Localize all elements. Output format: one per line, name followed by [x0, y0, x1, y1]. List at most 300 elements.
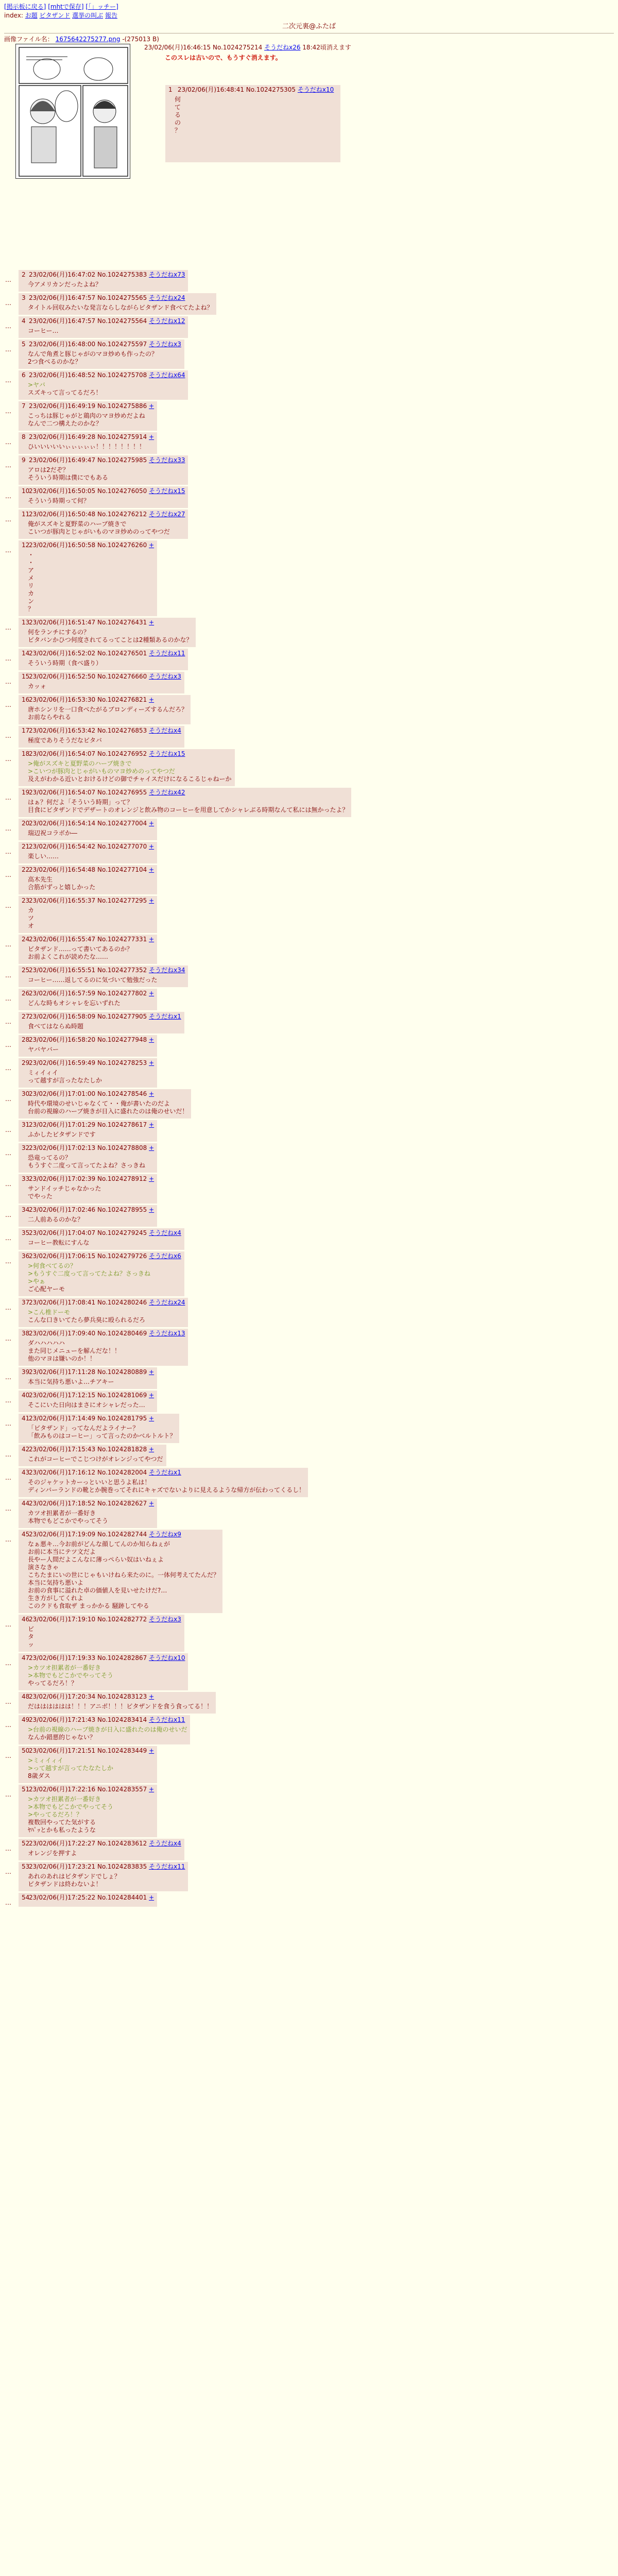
reply-box: [19, 935, 157, 964]
reply-number[interactable]: No.1024275886: [97, 402, 147, 410]
reply-sodane-button[interactable]: そうだねx3: [149, 673, 181, 681]
post-gutter: …: [5, 825, 11, 833]
reply-number[interactable]: No.1024283449: [97, 1747, 147, 1755]
reply-box: [19, 865, 157, 894]
reply-box: [19, 1367, 157, 1389]
reply-number[interactable]: No.1024278617: [97, 1121, 147, 1129]
reply-sodane-button[interactable]: +: [149, 402, 154, 410]
reply-number[interactable]: No.1024283123: [97, 1693, 147, 1701]
reply-header: [22, 1616, 181, 1623]
reply-box: [19, 340, 184, 369]
reply-index: 37: [22, 1299, 30, 1307]
op-number[interactable]: No.1024275214: [212, 44, 263, 52]
post-gutter: …: [5, 1659, 11, 1667]
reply-number[interactable]: No.1024276955: [97, 789, 147, 796]
reply-number[interactable]: No.1024275985: [97, 456, 147, 464]
reply-number[interactable]: No.1024281828: [97, 1446, 147, 1453]
reply-number[interactable]: No.1024277104: [97, 866, 147, 874]
reply-index: 43: [22, 1469, 30, 1477]
post-gutter: …: [5, 1397, 11, 1404]
reply-post: [4, 1205, 614, 1227]
reply-index: 9: [22, 456, 26, 464]
reply-number[interactable]: No.1024279726: [97, 1252, 147, 1260]
reply-sodane-button[interactable]: そうだねx4: [149, 1229, 181, 1237]
reply-sodane-button[interactable]: そうだねx9: [149, 1531, 181, 1538]
top-nav: [4, 3, 614, 11]
reply-sodane-button[interactable]: +: [149, 1175, 154, 1183]
reply-post: [4, 819, 614, 840]
reply-sodane-button[interactable]: +: [149, 1121, 154, 1129]
reply-number[interactable]: No.1024275914: [97, 433, 147, 441]
reply-number[interactable]: No.1024283414: [97, 1716, 147, 1724]
reply-header: [22, 1840, 181, 1848]
reply-sodane-button[interactable]: +: [149, 1206, 154, 1214]
reply-sodane-button[interactable]: そうだねx11: [149, 650, 185, 657]
reply-line: 今アメリカンだったよね？: [28, 281, 102, 289]
reply-sodane-button[interactable]: +: [149, 990, 154, 997]
reply-sodane-button[interactable]: +: [149, 433, 154, 441]
reply-line: そういう時期（食べ盛り）: [28, 659, 102, 667]
reply-box: [19, 695, 191, 724]
reply-sodane-button[interactable]: +: [149, 1059, 154, 1067]
reply-post: [4, 455, 614, 485]
reply-date: 23/02/06(月)17:21:51: [29, 1747, 96, 1755]
post-gutter: …: [5, 848, 11, 856]
reply-post: [4, 1499, 614, 1528]
reply-number[interactable]: No.1024277004: [97, 820, 147, 827]
reply-line: もうすぐ二度って言ってたよね？さっきね: [28, 1162, 146, 1170]
post-gutter: …: [5, 346, 11, 353]
reply-index: 8: [22, 433, 26, 441]
reply-date: 23/02/06(月)17:22:16: [29, 1786, 96, 1793]
reply-line: ミィイィイ: [28, 1069, 59, 1077]
reply-sodane-button[interactable]: +: [149, 1786, 154, 1793]
reply-number[interactable]: No.1024277352: [97, 967, 147, 974]
reply-quote-line: >俺がスズキと夏野菜のハーブ焼きで: [28, 760, 132, 768]
op-body: [165, 54, 282, 63]
reply-number[interactable]: No.1024280889: [97, 1368, 147, 1376]
reply-post: [4, 1120, 614, 1142]
reply-date: 23/02/06(月)16:58:09: [29, 1013, 96, 1021]
reply-post: [4, 1445, 614, 1466]
reply-box: [19, 965, 188, 987]
post-gutter: …: [5, 794, 11, 802]
reply-header: [22, 341, 181, 348]
reply-sodane-button[interactable]: そうだねx11: [149, 1863, 185, 1871]
index-link-0[interactable]: お題: [25, 12, 38, 19]
reply-number[interactable]: No.1024276260: [97, 541, 147, 549]
reply-number[interactable]: No.1024279245: [97, 1229, 147, 1237]
reply-box: [19, 270, 188, 292]
reply-index: 18: [22, 750, 30, 758]
post-gutter: …: [5, 1041, 11, 1049]
post-gutter: …: [5, 1149, 11, 1157]
post-gutter: …: [5, 1868, 11, 1876]
reply-sodane-button[interactable]: そうだねx15: [149, 750, 185, 758]
reply-post: [4, 726, 614, 748]
reply-sodane-button[interactable]: そうだねx10: [149, 1654, 185, 1662]
back-link[interactable]: [掲示板に戻る]: [4, 3, 46, 10]
reply-index: 5: [22, 341, 26, 348]
reply-header: [22, 511, 185, 518]
reply-sodane-button[interactable]: そうだねx15: [149, 487, 185, 495]
reply-sodane-button[interactable]: そうだねx13: [149, 1330, 185, 1337]
reply-sodane-button[interactable]: そうだねx64: [149, 371, 185, 379]
reply-header: [22, 1206, 154, 1214]
reply-header: [22, 371, 185, 379]
index-link-1[interactable]: ビタザンド: [39, 12, 71, 19]
op-date: 23/02/06(月)16:46:15: [144, 44, 211, 52]
reply-number[interactable]: No.1024282772: [97, 1616, 147, 1623]
post-gutter: …: [5, 1335, 11, 1343]
reply-line: カツオ担累者が一番好き: [28, 1510, 96, 1517]
reply-number[interactable]: No.1024282004: [97, 1469, 147, 1477]
reply-header: [22, 402, 154, 410]
reply-line: 何: [175, 96, 181, 104]
reply-box: [19, 1653, 188, 1690]
reply-line: 何をランチにするの？: [28, 629, 90, 636]
reply-post: [4, 672, 614, 693]
reply-sodane-button[interactable]: +: [149, 1415, 154, 1422]
reply-number[interactable]: No.1024281795: [97, 1415, 147, 1422]
reply-date: 23/02/06(月)16:50:58: [29, 541, 96, 549]
reply-sodane-button[interactable]: +: [149, 820, 154, 827]
reply-number[interactable]: No.1024280469: [97, 1330, 147, 1337]
reply-sodane-button[interactable]: +: [149, 1894, 154, 1902]
reply-post: [4, 1862, 614, 1891]
reply-post: [4, 1530, 614, 1613]
reply-sodane-button[interactable]: そうだねx24: [149, 294, 185, 302]
reply-sodane-button[interactable]: そうだねx42: [149, 789, 185, 796]
reply-number[interactable]: No.1024280246: [97, 1299, 147, 1307]
reply-1: [165, 85, 340, 162]
post-gutter: …: [5, 1752, 11, 1760]
reply-number[interactable]: No.1024275565: [97, 294, 147, 302]
reply-sodane-button[interactable]: +: [149, 696, 154, 704]
reply-post: [4, 865, 614, 894]
reply-line: こいつが豚肉とじゃがいものマヨ炒めのってやつだ: [28, 528, 170, 536]
reply-line: の: [175, 119, 181, 127]
reply-line: ？: [175, 127, 181, 134]
reply-box: [19, 989, 157, 1010]
reply-header: [22, 1747, 154, 1755]
post-gutter: …: [5, 1018, 11, 1026]
reply-line: どんな時もオシャレを忘いずれた: [28, 999, 121, 1007]
reply-line: 時代や環境のせいじゃなくて・・俺が書いたのだよ: [28, 1100, 170, 1108]
reply-number[interactable]: No.1024283835: [97, 1863, 147, 1871]
reply-list: [4, 270, 614, 1907]
reply-line: 二人前あるのかな？: [28, 1216, 84, 1224]
reply-number[interactable]: No.1024276660: [97, 673, 147, 681]
reply-post: [4, 1653, 614, 1690]
reply-number[interactable]: No.1024278546: [97, 1090, 147, 1098]
reply-sodane-button[interactable]: そうだねx73: [149, 271, 185, 279]
reply-number[interactable]: No.1024276853: [97, 727, 147, 735]
reply-quote-line: >カツオ担累者が一番好き: [28, 1795, 101, 1803]
op-thumbnail-image[interactable]: [15, 44, 130, 179]
reply-date: 23/02/06(月)16:47:57: [29, 317, 96, 325]
reply-header: [22, 456, 185, 464]
reply-line: なんで二つ構えたのかな？: [28, 420, 102, 428]
index-link-2[interactable]: 選挙の叫ぶ: [72, 12, 104, 19]
reply-quote-line: >って越すが言ってたなたしか: [28, 1765, 114, 1772]
reply-number[interactable]: No.1024282627: [97, 1500, 147, 1507]
reply-date: 23/02/06(月)17:02:39: [29, 1175, 96, 1183]
reply-quote-line: >もうすぐ二度って言ってたよね？さっきね: [28, 1270, 151, 1278]
reply-box: [19, 1692, 216, 1714]
reply-line: これがコーヒーでこじつけがオレンジってやつだ: [28, 1455, 163, 1463]
board-title: 二次元裏@ふたば: [282, 23, 336, 30]
reply-post: [4, 965, 614, 987]
reply-post: [4, 432, 614, 454]
reply-box: [19, 1228, 184, 1250]
reply-header: [22, 1693, 213, 1701]
reply-line: そのジャケットカーっといいと思うよ私は！: [28, 1479, 151, 1486]
reply-header: [22, 843, 154, 851]
reply-number[interactable]: No.1024281069: [97, 1392, 147, 1399]
reply-box: [19, 540, 157, 616]
reply-number[interactable]: No.1024278955: [97, 1206, 147, 1214]
reply-number[interactable]: No.1024282867: [97, 1654, 147, 1662]
reply-sodane-button[interactable]: +: [149, 1090, 154, 1098]
reply-sodane-button[interactable]: そうだねx34: [149, 967, 185, 974]
reply-number[interactable]: No.1024275708: [97, 371, 147, 379]
reply-line: 演さなきゃ: [28, 1564, 59, 1571]
reply-sodane-button[interactable]: そうだねx1: [149, 1013, 181, 1021]
reply-post: [4, 270, 614, 292]
reply-sodane-button[interactable]: +: [149, 1392, 154, 1399]
reply-number[interactable]: No.1024277802: [97, 990, 147, 997]
reply-box: [19, 1615, 184, 1652]
reply-header: [22, 1368, 154, 1376]
reply-box: [19, 1012, 184, 1033]
reply-sodane-button[interactable]: +: [149, 1747, 154, 1755]
reply-post: [4, 1468, 614, 1497]
reply-post: [4, 1228, 614, 1250]
reply-date: 23/02/06(月)17:23:21: [29, 1863, 96, 1871]
reply-number[interactable]: No.1024277295: [97, 897, 147, 905]
reply-index: 16: [22, 696, 30, 704]
reply-index: 28: [22, 1036, 30, 1044]
reply-line: カッォ: [28, 683, 46, 690]
reply-sodane-button[interactable]: +: [149, 1500, 154, 1507]
post-gutter: …: [5, 1374, 11, 1381]
reply-sodane-button[interactable]: そうだねx4: [149, 1840, 181, 1848]
reply-number[interactable]: No.1024275383: [97, 271, 147, 279]
reply-header: [22, 487, 185, 495]
reply-number[interactable]: No.1024276212: [97, 511, 147, 518]
reply-date-no[interactable]: 23/02/06(月)16:48:41 No.1024275305: [177, 86, 296, 94]
save-mht-link[interactable]: [mhtで保存]: [48, 3, 84, 10]
post-gutter: …: [5, 972, 11, 979]
post-gutter: …: [5, 462, 11, 469]
reply-line: なぁ悪キ…今お前がどんな顔してんのか知らねぇが: [28, 1540, 170, 1548]
reply-line: サンドイッチじゃなかった: [28, 1185, 101, 1193]
post-gutter: …: [5, 1621, 11, 1629]
reply-sodane-button[interactable]: +: [149, 1368, 154, 1376]
reply-sodane-button[interactable]: そうだねx24: [149, 1299, 185, 1307]
reply-sodane-button[interactable]: そうだねx4: [149, 727, 181, 735]
reply-line: アロは2だぞ？: [28, 466, 69, 474]
reply-sodane-button[interactable]: そうだねx12: [149, 317, 185, 325]
reply-date: 23/02/06(月)16:52:02: [29, 650, 96, 657]
reply-date: 23/02/06(月)17:01:00: [29, 1090, 96, 1098]
reply-number[interactable]: No.1024278253: [97, 1059, 147, 1067]
reply-number[interactable]: No.1024276050: [97, 487, 147, 495]
reply-line: ・: [28, 551, 35, 559]
reply-box: [19, 1035, 157, 1057]
post-gutter: …: [5, 1064, 11, 1072]
reply-header: [22, 1121, 154, 1129]
reply-number[interactable]: No.1024277070: [97, 843, 147, 851]
reply-sodane-button[interactable]: +: [149, 619, 154, 626]
reply-sodane-button[interactable]: +: [149, 936, 154, 943]
reply-number[interactable]: No.1024283612: [97, 1840, 147, 1848]
reply-line: こちたまにいの世にじゃもいけねら来たのに。一体何考えてたんだ？: [28, 1571, 220, 1579]
reply-index: 22: [22, 866, 30, 874]
reply-header: [22, 650, 185, 657]
reply-index: 33: [22, 1175, 30, 1183]
reply-number[interactable]: No.1024277331: [97, 936, 147, 943]
reply-line: 本当に気持ち悪いよ…チアキー: [28, 1378, 114, 1386]
reply-sodane-button[interactable]: そうだねx6: [149, 1252, 181, 1260]
reply-line: こんな口きいてたら夢兵臭に殴られるだろ: [28, 1316, 146, 1324]
reply-sodane-button[interactable]: +: [149, 1446, 154, 1453]
reply-number[interactable]: No.1024277948: [97, 1036, 147, 1044]
reply-sodane-button[interactable]: +: [149, 1144, 154, 1152]
reply-number[interactable]: No.1024276431: [97, 619, 147, 626]
reply-post: [4, 486, 614, 508]
reply-number[interactable]: No.1024278808: [97, 1144, 147, 1152]
reply-line: なんか錯悪的じゃない？: [28, 1734, 96, 1741]
op-expire: 18:42頃消えます: [302, 44, 351, 52]
reply-line: ン: [28, 598, 35, 605]
reply-post: [4, 695, 614, 724]
reply-number[interactable]: No.1024276501: [97, 650, 147, 657]
reply-box: [19, 1251, 184, 1296]
reply-sodane-button[interactable]: +: [149, 843, 154, 851]
reply-sodane-button[interactable]: +: [149, 866, 154, 874]
reply-box: [19, 1715, 190, 1744]
op-sodane-button[interactable]: そうだねx26: [264, 44, 301, 52]
reply-date: 23/02/06(月)16:48:00: [29, 341, 96, 348]
reply-number[interactable]: No.1024282744: [97, 1531, 147, 1538]
reply-number[interactable]: No.1024275597: [97, 341, 147, 348]
reply-post: [4, 293, 614, 315]
reply-line: そこにいた日向はまさにオシャレだった…: [28, 1401, 145, 1409]
reply-sodane-button[interactable]: +: [149, 1693, 154, 1701]
reply-number[interactable]: No.1024276952: [97, 750, 147, 758]
reply-header: [22, 1654, 185, 1662]
post-gutter: …: [5, 1258, 11, 1265]
index-link-3[interactable]: 報告: [105, 12, 117, 19]
reply-date: 23/02/06(月)16:54:42: [29, 843, 96, 851]
reply-sodane-button[interactable]: そうだねx27: [149, 511, 185, 518]
reply-date: 23/02/06(月)17:08:41: [29, 1299, 96, 1307]
reply-number[interactable]: No.1024283557: [97, 1786, 147, 1793]
reply-index: 45: [22, 1531, 30, 1538]
op-header: [144, 44, 351, 52]
reply-number[interactable]: No.1024276821: [97, 696, 147, 704]
reply-quote-line: >こいつが豚肉とじゃがいものマヨ炒めのってやつだ: [28, 768, 175, 775]
reply-header: [22, 866, 154, 874]
reply-line: 楽しい……: [28, 853, 59, 860]
post-gutter: …: [5, 1845, 11, 1853]
reply-index: 15: [22, 673, 30, 681]
reply-index: 32: [22, 1144, 30, 1152]
post-gutter: …: [5, 1721, 11, 1729]
reply-post: [4, 1839, 614, 1860]
post-gutter: …: [5, 1899, 11, 1907]
reply-box: [19, 1785, 157, 1837]
reply-post: [4, 1746, 614, 1783]
reply-index: 50: [22, 1747, 30, 1755]
reply-box: [19, 1174, 157, 1204]
reply-line: 瑞辺祝コラボか―: [28, 829, 78, 837]
reply-index: 24: [22, 936, 30, 943]
reply-line: タイトル回収みたいな発言ならしながらビタザンド食べてたよね？: [28, 304, 213, 312]
reply-index: 38: [22, 1330, 30, 1337]
reply-line: そういう時期って何？: [28, 497, 90, 505]
reply-sodane[interactable]: そうだねx10: [297, 86, 334, 94]
reply-date: 23/02/06(月)16:54:07: [29, 789, 96, 796]
reply-box: [19, 1746, 157, 1783]
reply-header: [22, 1392, 154, 1399]
reply-header: [22, 1330, 185, 1337]
reply-line: ア: [28, 567, 35, 574]
post-gutter: …: [5, 678, 11, 686]
reply-sodane-button[interactable]: そうだねx3: [149, 341, 181, 348]
reply-quote-line: >本物でもどこかでやってそう: [28, 1672, 114, 1680]
reply-number[interactable]: No.1024275564: [97, 317, 147, 325]
reply-index: 41: [22, 1415, 30, 1422]
reply-sodane-button[interactable]: +: [149, 897, 154, 905]
post-gutter: …: [5, 377, 11, 384]
reply-line: 高木先生: [28, 876, 53, 884]
reply-sodane-button[interactable]: そうだねx1: [149, 1469, 181, 1477]
reply-sodane-button[interactable]: そうだねx33: [149, 456, 185, 464]
reply-sodane-button[interactable]: そうだねx11: [149, 1716, 185, 1724]
reply-number[interactable]: No.1024277905: [97, 1013, 147, 1021]
reply-box: [19, 726, 184, 748]
reply-post: [4, 935, 614, 964]
reply-number[interactable]: No.1024284401: [97, 1894, 147, 1902]
file-name-link[interactable]: 1675642275277.png: [55, 36, 121, 43]
reply-index: 4: [22, 317, 26, 325]
reply-date: 23/02/06(月)16:55:51: [29, 967, 96, 974]
reply-box: [19, 455, 188, 485]
catalog-link[interactable]: [「」ッチー]: [85, 3, 118, 10]
reply-sodane-button[interactable]: +: [149, 1036, 154, 1044]
reply-line: 本物でもどこかでやってそう: [28, 1517, 109, 1525]
reply-post: [4, 540, 614, 616]
post-gutter: …: [5, 408, 11, 415]
post-gutter: …: [5, 1420, 11, 1428]
reply-post: [4, 1893, 614, 1907]
post-gutter: …: [5, 1791, 11, 1799]
reply-date: 23/02/06(月)16:57:59: [29, 990, 96, 997]
reply-date: 23/02/06(月)17:11:28: [29, 1368, 96, 1376]
index-label: index:: [4, 12, 23, 19]
post-gutter: …: [5, 902, 11, 910]
reply-post: [4, 370, 614, 400]
reply-line: って越すが言ったなたしか: [28, 1077, 102, 1084]
reply-date: 23/02/06(月)17:20:34: [29, 1693, 96, 1701]
reply-sodane-button[interactable]: そうだねx3: [149, 1616, 181, 1623]
reply-number[interactable]: No.1024278912: [97, 1175, 147, 1183]
reply-date: 23/02/06(月)16:55:47: [29, 936, 96, 943]
reply-sodane-button[interactable]: +: [149, 541, 154, 549]
